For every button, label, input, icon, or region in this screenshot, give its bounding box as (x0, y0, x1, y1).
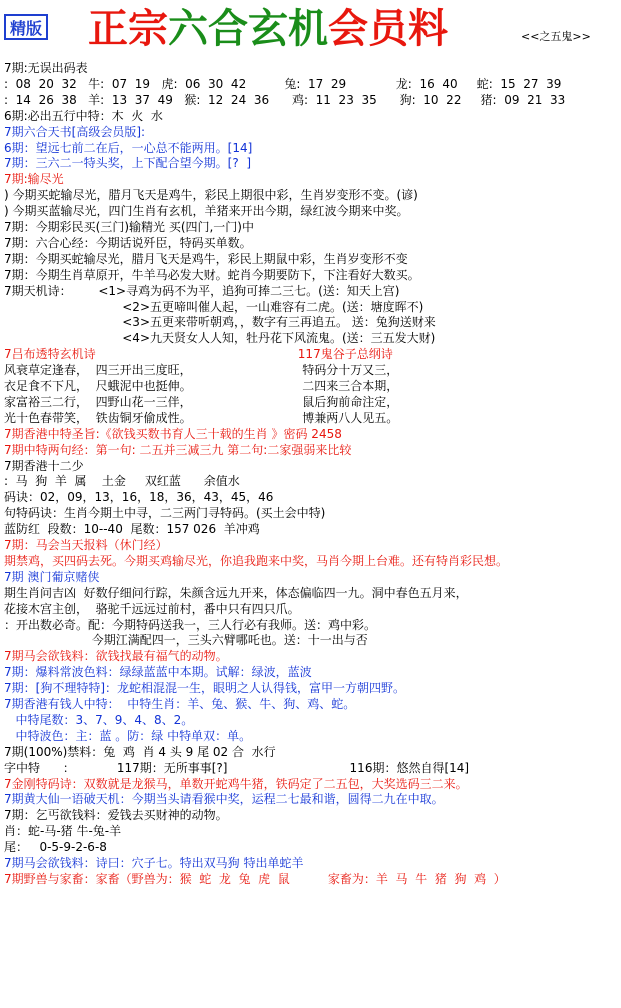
text-line: 7期：今期生肖草原开，牛羊马必发大财。蛇肖今期要防下，下注看好大数买。 (4, 267, 420, 282)
text-line: 7期天机诗： <1>寻鸡为码不为平，追狗可捧二三七。(送：知天上宫) (4, 283, 400, 298)
text-line: 期生肖问吉凶 好数仔细问行踪，朱颜含远九开来，体态偏临四一九。洞中春色五月来， (4, 585, 468, 600)
text-line: 码诀：02，09，13，16，18，36，43，45，46 (4, 490, 274, 505)
text-line: 7期马会欲钱料：欲钱找最有福气的动物。 (4, 649, 228, 664)
text-line: 7吕布透特玄机诗 117鬼谷子总纲诗 (4, 347, 393, 362)
text-line: 7期:输尽光 (4, 172, 64, 187)
text-line: 花接木宫主创， 骆驼千远远过前村，番中只有四只爪。 (4, 601, 300, 616)
title-char: 料 (408, 5, 448, 52)
text-line: 6期：望远七前二在后，一心总不能两用。[14] (4, 140, 253, 155)
text-line: 光十色春带笑， 铁齿铜牙偷成性。 博兼两八人见五。 (4, 410, 399, 425)
text-line: 句特码诀：生肖今期土中寻，二三两门寻特码。(买土会中特) (4, 506, 326, 521)
text-line: 7期：爆料常波色料：绿绿蓝蓝中本期。试解：绿波，蓝波 (4, 665, 312, 680)
text-line: 今期江满配四一，三头六臂哪吒也。送：十一出与否 (4, 633, 368, 648)
title-char: 会 (328, 5, 368, 52)
title-char: 正 (88, 5, 128, 52)
title-char: 机 (288, 5, 328, 52)
text-line: : 14 26 38 羊: 13 37 49 猴: 12 24 36 鸡: 11 23 35 狗: 10 22 猪: 09 21 33 (4, 92, 566, 107)
text-line: ) 今期买蛇输尽光，腊月飞天是鸡牛，彩民上期很中彩，生肖岁变形不变。(谚) (4, 188, 418, 203)
text-line: 肖：蛇-马-猪 牛-兔-羊 (4, 824, 122, 839)
text-line: 尾： 0-5-9-2-6-8 (4, 840, 107, 855)
page-title (88, 4, 448, 54)
page-header (0, 0, 621, 60)
title-char: 宗 (128, 5, 168, 52)
text-line: 7期马会欲钱料：诗曰：穴子七。特出双马狗 特出单蛇羊 (4, 856, 304, 870)
text-line: 风衰草定逢春， 四三开出三度旺， 特码分十万又三， (4, 363, 399, 378)
text-line: : 08 20 32 牛: 07 19 虎: 06 30 42 兔: 17 29 龙: 16 40 蛇: 15 27 39 (4, 76, 562, 91)
text-line: 中特波色：主：蓝 。防：绿 中特单双：单。 (4, 728, 252, 743)
title-char: 员 (368, 5, 408, 52)
text-line: 7期：乞丐欲钱料：爱钱去买财神的动物。 (4, 808, 228, 823)
text-line: 衣足食不下凡， 尺蛾泥中也挺伸。 二四来三合本期， (4, 379, 399, 393)
text-line: 7期：今期彩民买(三门)输精光 买(四门,一门)中 (4, 220, 254, 234)
text-line: 7期黄大仙一语破天机：今期当头请看猴中奖，运程二七最和谐，圆得二九在中取。 (4, 792, 444, 807)
title-char: 玄 (248, 5, 288, 52)
text-line: : 马 狗 羊 属 土金 双红蓝 余值水 (4, 474, 240, 489)
text-line: <3>五更来带听朝鸡，，数字有三再追五。 送：兔狗送财来 (4, 315, 436, 330)
text-line: 7期：[狗不理特特]：龙蛇相混混一生，眼明之人认得钱，富甲一方朝四野。 (4, 681, 406, 696)
text-line: 蓝防红 段数：10--40 尾数：157 026 羊冲鸡 (4, 522, 260, 537)
text-line: 7期香港中特圣旨:《欲钱买数书育人三十载的生肖 》密码 2458 (4, 426, 342, 441)
text-line: 家富裕三二行， 四野山花一三伴， 鼠后狗前命注定， (4, 394, 399, 409)
text-line: 7期香港十二少 (4, 458, 84, 473)
text-line: ：开出数必奇。配：今期特码送我一，三人行必有我师。送：鸡中彩。 (4, 617, 377, 632)
title-tag: <<之五鬼>> (521, 30, 591, 43)
title-char: 合 (208, 5, 248, 52)
text-line: ) 今期买蓝输尽光，四门生肖有玄机，羊猪来开出今期，绿红波今期来中奖。 (4, 204, 409, 219)
text-line: 7期：三六二一特头奖，上下配合望今期。[? ] (4, 156, 251, 171)
premium-badge: 精版 (4, 14, 48, 40)
text-line: 7期(100%)禁料：兔 鸡 肖 4 头 9 尾 02 合 水行 (4, 744, 276, 759)
text-line: 7期:无误出码表 (4, 61, 88, 75)
text-line: 6期:必出五行中特：木 火 水 (4, 108, 163, 123)
text-line: <4>九天贤女人人知，牡丹花下风流鬼。(送：三五发大财) (4, 331, 436, 346)
text-line: <2>五更啼叫催人起，一山难容有二虎。(送：塘度晖不) (4, 299, 424, 314)
text-line: 7期：马会当天报料（休门经） (4, 538, 168, 552)
text-line: 7期香港有钱人中特： 中特生肖：羊、兔、猴、牛、狗、鸡、蛇。 (4, 697, 356, 711)
text-line: 字中特 ： 117期：无所事事[?] 116期：悠然自得[14] (4, 760, 470, 775)
text-line: 7期 澳门葡京赌侠 (4, 569, 100, 584)
text-line: 7期：今期买蛇输尽光，腊月飞天是鸡牛，彩民上期鼠中彩，生肖岁变形不变 (4, 251, 408, 266)
text-line: 7期六合天书[高级会员版]: (4, 124, 146, 139)
text-line: 7金刚特码诗：双数就是龙猴马，单数开蛇鸡牛猪，铁码定了二五包，大奖选码三二来。 (4, 776, 468, 791)
text-line: 7期野兽与家畜：家畜（野兽为：猴 蛇 龙 兔 虎 鼠 家畜为：羊 马 牛 猪 狗 鸡 ） (4, 871, 506, 886)
text-line: 7期中特两句经：第一句: 二五并三减三九 第二句:二家强弱来比较 (4, 442, 352, 457)
text-line: 期禁鸡，买四码去死。今期买鸡输尽光，你追我跑来中奖，马肖今期上台难。还有特肖彩民想。 (4, 553, 509, 568)
text-line: 7期：六合心经：今期话说歼臣，特码买单数。 (4, 235, 252, 250)
title-char: 六 (168, 5, 208, 52)
text-line: 中特尾数：3、7、9、4、8、2。 (4, 712, 194, 727)
